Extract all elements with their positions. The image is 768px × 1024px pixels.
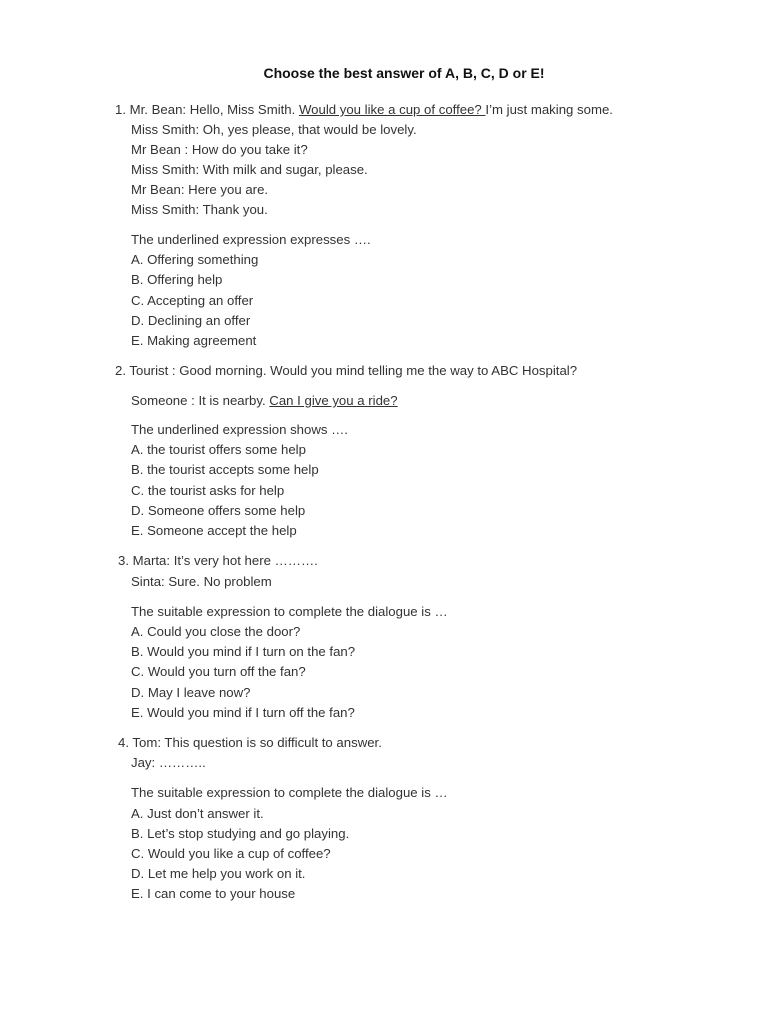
q2-dialogue-line-2 (131, 392, 398, 409)
q1-prompt: The underlined expression expresses …. (131, 232, 371, 247)
q4-prompt: The suitable expression to complete the dialogue is … (131, 785, 448, 800)
q4-option-d: D. Let me help you work on it. (131, 866, 306, 881)
q3-option-a: A. Could you close the door? (131, 624, 301, 639)
q2-prompt: The underlined expression shows …. (131, 422, 348, 437)
q2-dialogue-prefix: Someone : It is nearby. (131, 393, 270, 408)
q1-dialogue-line-1 (115, 101, 613, 118)
q2-option-d: D. Someone offers some help (131, 503, 306, 518)
q3-option-c: C. Would you turn off the fan? (131, 664, 306, 679)
q1-option-e: E. Making agreement (131, 333, 257, 348)
q4-dialogue-line-1: 4. Tom: This question is so difficult to answer. (118, 735, 382, 750)
q2-underlined-expression: Can I give you a ride? (269, 393, 398, 408)
q1-option-b: B. Offering help (131, 272, 223, 287)
q4-dialogue-line-2: Jay: ……….. (131, 755, 206, 770)
q3-dialogue-line-2: Sinta: Sure. No problem (131, 574, 272, 589)
q4-option-e: E. I can come to your house (131, 886, 296, 901)
q1-dialogue-line-4: Miss Smith: With milk and sugar, please. (131, 162, 368, 177)
q1-dialogue-line-5: Mr Bean: Here you are. (131, 182, 269, 197)
q1-dialogue-prefix: 1. Mr. Bean: Hello, Miss Smith. (115, 102, 299, 117)
q2-option-b: B. the tourist accepts some help (131, 462, 319, 477)
q2-option-c: C. the tourist asks for help (131, 483, 285, 498)
q1-dialogue-suffix: I’m just making some. (485, 102, 613, 117)
q4-option-a: A. Just don’t answer it. (131, 806, 264, 821)
q3-option-b: B. Would you mind if I turn on the fan? (131, 644, 356, 659)
q4-option-c: C. Would you like a cup of coffee? (131, 846, 331, 861)
q4-option-b: B. Let’s stop studying and go playing. (131, 826, 350, 841)
q3-dialogue-line-1: 3. Marta: It’s very hot here ………. (118, 553, 318, 568)
q3-option-d: D. May I leave now? (131, 685, 251, 700)
q1-option-a: A. Offering something (131, 252, 259, 267)
q1-option-c: C. Accepting an offer (131, 293, 254, 308)
q1-dialogue-line-2: Miss Smith: Oh, yes please, that would be lovely. (131, 122, 417, 137)
page-title: Choose the best answer of A, B, C, D or E! (263, 65, 545, 81)
q1-underlined-expression: Would you like a cup of coffee? (298, 102, 486, 117)
q1-dialogue-line-3: Mr Bean : How do you take it? (131, 142, 308, 157)
q1-dialogue-line-6: Miss Smith: Thank you. (131, 202, 268, 217)
q2-option-e: E. Someone accept the help (131, 523, 297, 538)
q2-option-a: A. the tourist offers some help (131, 442, 306, 457)
q2-dialogue-line-1: 2. Tourist : Good morning. Would you mind telling me the way to ABC Hospital? (115, 363, 578, 378)
q3-prompt: The suitable expression to complete the dialogue is … (131, 604, 448, 619)
q3-option-e: E. Would you mind if I turn off the fan? (131, 705, 355, 720)
q1-option-d: D. Declining an offer (131, 313, 251, 328)
